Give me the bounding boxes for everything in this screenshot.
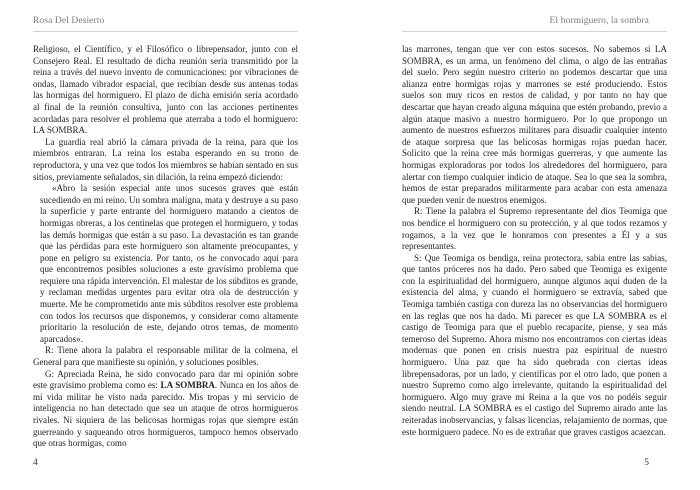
left-header-rule	[33, 31, 298, 32]
right-page	[350, 0, 700, 490]
paragraph: S: Que Teomiga os bendiga, reina protectora, sabia entre las sabias, que tantos próceres nos ha dado. Pero sabed que Teomiga es exigente con la espiritualidad del hormiguero, aunque algunos aquí duden de la existencia del alma, y cuando el hormiguero se extravía, sabed que Teomiga también castiga con dureza las no observancias del hormiguero en las reglas que nos ha dado. Mi parecer es que LA SOMBRA es el castigo de Teomiga para que el pueblo recapacite, piense, y sea más temeroso del Supremo. Ahora mismo nos encontramos con ciertas ideas modernas que ponen en crisis nuestra paz espiritual de nuestro hormiguero. Una paz que ha sido quebrada con ciertas ideas librepensadoras, por un lado, y científicas por el otro lado, que ponen a nuestro Supremo como algo irrelevante, quitando la espiritualidad del hormiguero. Algo muy grave mi Reina a la que vos no podéis seguir siendo neutral. LA SOMBRA es el castigo del Supremo airado ante las reiteradas inobservancias, y falsas licencias, relajamiento de normas, que este hormiguero padece. No es de extrañar que graves castigos acaezcan.	[402, 252, 667, 437]
paragraph: las marrones, tengan que ver con estos sucesos. No sabemos si LA SOMBRA, es un arma, un fenómeno del clima, o algo de las entrañas del suelo. Pero según nuestro criterio no podemos descartar que una alianza entre hormigas rojas y marrones se esté produciendo. Estos suelos son muy ricos en restos de calidad, y por tanto no hay que descartar que hayan creado alguna máquina que estén probando, previo a algún ataque masivo a nuestro hormiguero. Por lo que propongo un aumento de nuestros esfuerzos militares para disuadir cualquier intento de ataque sorpresa que las belicosas hormigas rojas puedan hacer. Solicito que la reina cree más hormigas guerreras, y que aumente las hormigas exploradoras por todos los alrededores del hormiguero, para alertar con tiempo cualquier indicio de ataque. Sea lo que sea la sombra, hemos de estar preparados militarmente para acabar con esta amenaza que pueden venir de nuestros enemigos.	[402, 44, 667, 205]
paragraph: La guardia real abrió la cámara privada de la reina, para que los miembros entraran. La reina los estaba esperando en su trono de reproductora, y una vez que todos los miembros se habían sentado en sus sitios, previamente señalados, sin dilación, la reina empezó diciendo:	[33, 136, 298, 182]
left-running-head: Rosa Del Desierto	[33, 16, 105, 26]
general-continuation: . Nunca en los años de mi vida militar he visto nada parecido. Mis tropas y mi servicio de inteligencia no han detectado que sea un ataque de otros hormigueros rivales. Ni siquiera de las belicosas hormigas rojas que siempre están guerreando y saqueando otros hormigueros, tampoco hemos observado que otras hormigas, como	[33, 380, 298, 449]
right-page-number: 5	[644, 458, 649, 468]
paragraph: R: Tiene ahora la palabra el responsable militar de la colmena, el General para que manifieste su opinión, y soluciones posibles.	[33, 345, 298, 368]
la-sombra-emphasis: LA SOMBRA	[160, 380, 215, 391]
right-page-body	[402, 44, 667, 438]
paragraph: R: Tiene la palabra el Supremo representante del dios Teomiga que nos bendice el hormiguero con su protección, y al que todos rezamos y rogamos, a la vez que le honramos con presentes a Él y a sus representantes.	[402, 206, 667, 252]
general-intro: G: Apreciada Reina, he sido convocado para dar mi opinión sobre este gravísimo problema como es:	[33, 368, 298, 391]
quote-paragraph: «Abro la sesión especial ante unos sucesos graves que están sucediendo en mi reino. Un sombra maligna, mata y destruye a su paso la superficie y parte entrante del hormiguero matando a cientos de hormigas obreras, a los centinelas que protegen el hormiguero, y todas las demás hormigas que están a su paso. La devastación es tan grande que las pérdidas para este hormiguero son altamente preocupantes, y pone en peligro su existencia. Por tanto, os he convocado aquí para que encontremos posibles soluciones a este gravísimo problema que requiere una rápida intervención. El malestar de los súbditos es grande, y reclaman medidas urgentes para evitar otra ola de destrucción y muerte. Me he comprometido ante mis súbditos resolver este problema con todos los recursos que disponemos, y considerar como altamente prioritario la resolución de este, dejando otros temas, de momento aparcados».	[40, 183, 298, 344]
paragraph: Religioso, el Científico, y el Filosófico o librepensador, junto con el Consejero Real. El resultado de dicha reunión sería transmitido por la reina a través del nuevo invento de comunicaciones: por vibraciones de ondas, llamado vibrador espacial, que recibían desde sus antenas todas las hormigas del hormiguero. El plazo de dicha emisión sería acordado al final de la reunión consultiva, junto con las acciones pertinentes acordadas para resolver el problema que aterraba a todo el hormiguero: LA SOMBRA.	[33, 44, 298, 136]
right-header-rule	[402, 31, 667, 32]
general-paragraph	[33, 369, 298, 450]
left-page-number: 4	[33, 458, 38, 468]
left-page-body	[33, 44, 298, 450]
right-running-head: El hormiguero, la sombra	[549, 16, 649, 26]
